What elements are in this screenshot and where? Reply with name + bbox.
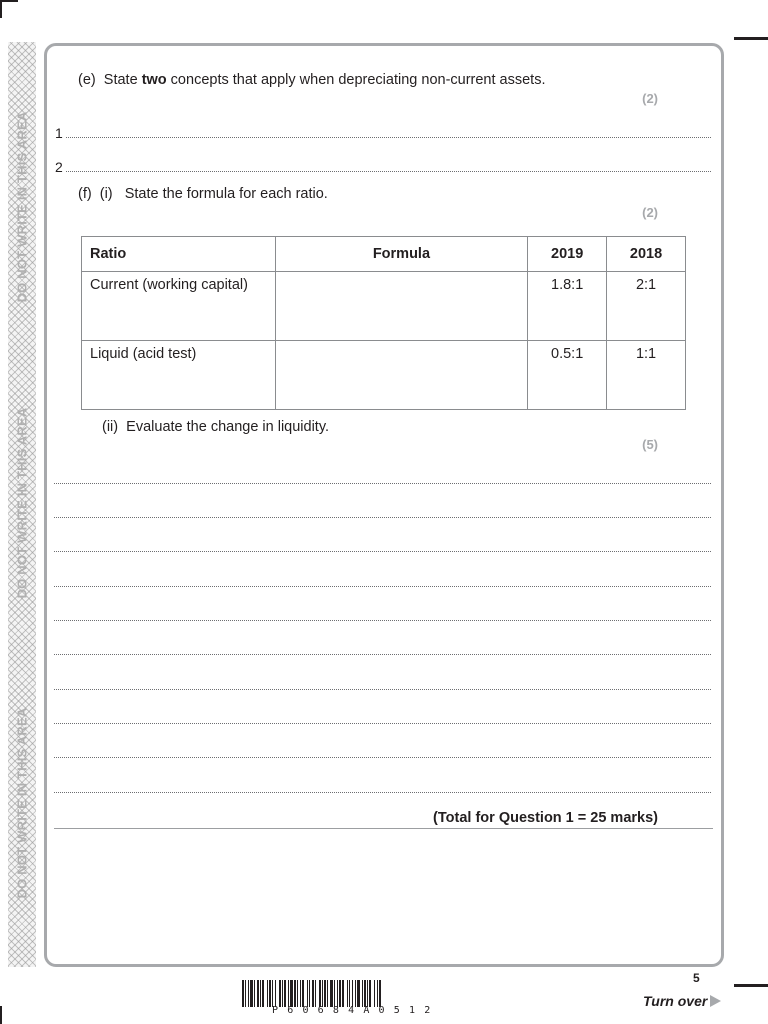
- do-not-write-label: DO NOT WRITE IN THIS AREA: [14, 111, 30, 303]
- barcode-bar: [272, 980, 273, 1007]
- barcode-bar: [374, 980, 375, 1007]
- barcode-bar: [250, 980, 253, 1007]
- barcode-bar: [257, 980, 259, 1007]
- barcode-bar: [267, 980, 268, 1007]
- answer-line[interactable]: [54, 792, 711, 793]
- barcode-bar: [279, 980, 281, 1007]
- ratio-name-cell: Liquid (acid test): [82, 341, 276, 410]
- question-e-text-before: State: [103, 72, 142, 88]
- crop-mark: [0, 0, 18, 2]
- crop-mark: [734, 37, 768, 40]
- table-row: [82, 341, 686, 410]
- barcode-bar: [347, 980, 348, 1007]
- header-2019: 2019: [528, 237, 607, 272]
- question-f-ii: [102, 419, 329, 435]
- question-e-text-after: concepts that apply when depreciating non-current assets.: [166, 72, 546, 88]
- barcode-bar: [248, 980, 249, 1007]
- barcode-bar: [294, 980, 296, 1007]
- question-e-marks: (2): [642, 91, 658, 106]
- value-2019-cell: 0.5:1: [528, 341, 607, 410]
- barcode-bar: [309, 980, 310, 1007]
- barcode-bar: [364, 980, 366, 1007]
- barcode-bar: [275, 980, 276, 1007]
- barcode-bar: [242, 980, 244, 1007]
- barcode-bar: [315, 980, 316, 1007]
- question-e: [78, 72, 546, 88]
- answer-line[interactable]: [54, 517, 711, 518]
- barcode-bar: [327, 980, 328, 1007]
- question-f-i-text: State the formula for each ratio.: [124, 186, 328, 202]
- answer-line[interactable]: [54, 757, 711, 758]
- header-formula: Formula: [275, 237, 528, 272]
- page-number: 5: [693, 971, 700, 985]
- answer-line[interactable]: [54, 586, 711, 587]
- barcode-bar: [324, 980, 326, 1007]
- answer-line[interactable]: [54, 620, 711, 621]
- barcode-bar: [349, 980, 350, 1007]
- header-2018: 2018: [607, 237, 686, 272]
- question-f-i-label: (i): [99, 186, 113, 202]
- barcode-bar: [300, 980, 301, 1007]
- answer-line[interactable]: [54, 551, 711, 552]
- table-row: [82, 272, 686, 341]
- answer-line[interactable]: [54, 689, 711, 690]
- header-ratio: Ratio: [82, 237, 276, 272]
- ratio-table: [81, 236, 686, 410]
- answer-line[interactable]: [54, 654, 711, 655]
- do-not-write-label: DO NOT WRITE IN THIS AREA: [14, 707, 30, 899]
- turn-over-label: Turn over: [643, 993, 708, 1009]
- crop-mark: [0, 1006, 2, 1024]
- barcode-bar: [369, 980, 371, 1007]
- barcode-bar: [282, 980, 283, 1007]
- total-divider: [54, 828, 713, 829]
- barcode-bar: [334, 980, 335, 1007]
- answer-line[interactable]: [54, 723, 711, 724]
- barcode-bar: [379, 980, 381, 1007]
- formula-answer-cell[interactable]: [275, 341, 528, 410]
- barcode-bar: [342, 980, 344, 1007]
- barcode-bar: [322, 980, 323, 1007]
- barcode-bar: [319, 980, 321, 1007]
- barcode-bar: [269, 980, 271, 1007]
- answer-line[interactable]: [54, 483, 711, 484]
- question-f-ii-text: Evaluate the change in liquidity.: [126, 419, 330, 435]
- barcode-bar: [254, 980, 255, 1007]
- barcode-bar: [337, 980, 338, 1007]
- barcode-bar: [302, 980, 304, 1007]
- barcode-bar: [367, 980, 368, 1007]
- question-f-ii-marks: (5): [642, 437, 658, 452]
- question-e-label: (e): [78, 72, 96, 88]
- turn-over-arrow-icon: [710, 995, 721, 1007]
- ratio-name-cell: Current (working capital): [82, 272, 276, 341]
- barcode-bar: [312, 980, 314, 1007]
- barcode-bar: [307, 980, 308, 1007]
- barcode-bar: [262, 980, 264, 1007]
- barcode-text: P60684A0512: [272, 1005, 440, 1016]
- question-f-i-marks: (2): [642, 205, 658, 220]
- barcode-bar: [288, 980, 289, 1007]
- question-f-label: (f): [78, 186, 92, 202]
- answer-number: 2: [55, 159, 63, 175]
- value-2019-cell: 1.8:1: [528, 272, 607, 341]
- do-not-write-label: DO NOT WRITE IN THIS AREA: [14, 407, 30, 599]
- barcode-bar: [377, 980, 378, 1007]
- barcode-bar: [290, 980, 293, 1007]
- barcode-bar: [284, 980, 286, 1007]
- answer-number: 1: [55, 125, 63, 141]
- barcode-bar: [297, 980, 298, 1007]
- question-f-i: [78, 186, 328, 202]
- barcode-bar: [357, 980, 360, 1007]
- answer-line[interactable]: [66, 171, 711, 172]
- question-e-text-bold: two: [141, 72, 167, 88]
- barcode: [242, 980, 524, 1007]
- barcode-bar: [245, 980, 246, 1007]
- barcode-bar: [330, 980, 333, 1007]
- barcode-bar: [339, 980, 341, 1007]
- value-2018-cell: 1:1: [607, 341, 686, 410]
- barcode-bar: [362, 980, 363, 1007]
- barcode-bar: [352, 980, 353, 1007]
- crop-mark: [734, 984, 768, 987]
- barcode-bar: [355, 980, 356, 1007]
- question-f-ii-label: (ii): [102, 419, 119, 435]
- question-total: (Total for Question 1 = 25 marks): [433, 810, 658, 826]
- crop-mark: [0, 0, 2, 18]
- table-header-row: [82, 237, 686, 272]
- value-2018-cell: 2:1: [607, 272, 686, 341]
- answer-line[interactable]: [66, 137, 711, 138]
- barcode-bar: [260, 980, 261, 1007]
- formula-answer-cell[interactable]: [275, 272, 528, 341]
